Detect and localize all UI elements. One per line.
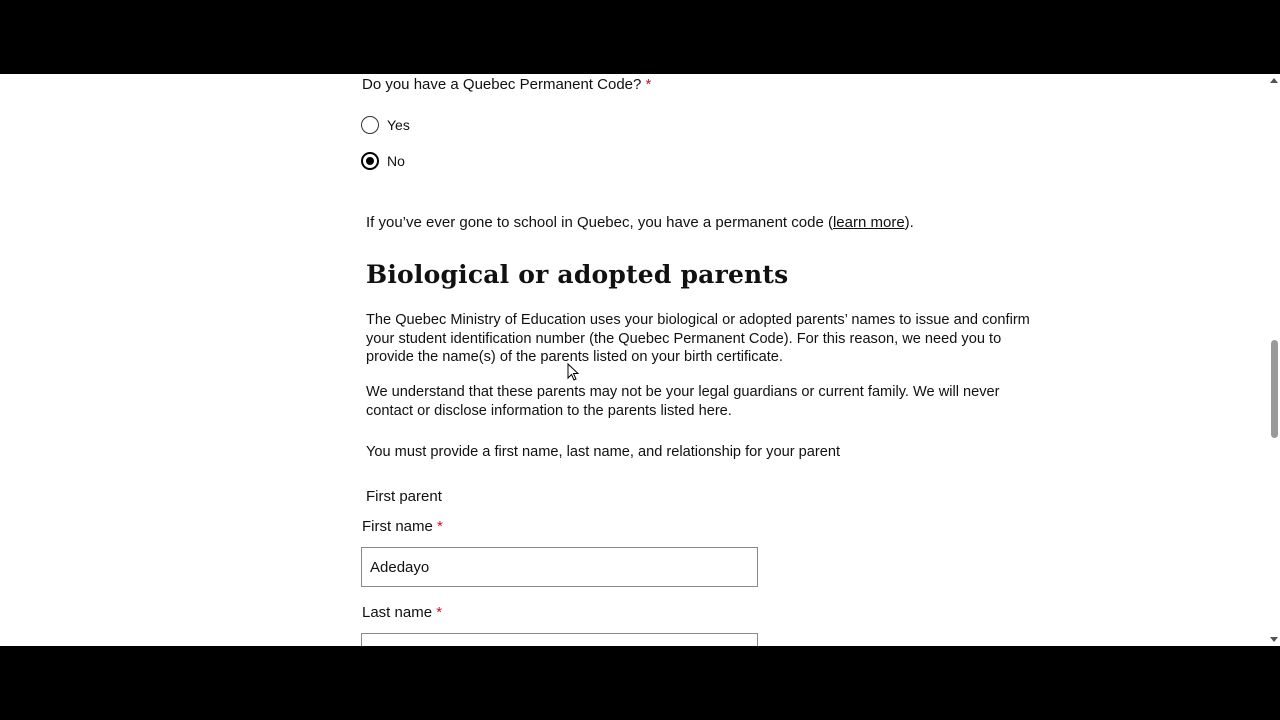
required-asterisk: * — [645, 76, 652, 93]
scroll-down-arrow-icon[interactable] — [1270, 637, 1278, 642]
learn-more-link[interactable]: learn more — [832, 214, 905, 231]
page-viewport — [0, 74, 1280, 646]
permanent-code-question-text: Do you have a Quebec Permanent Code? — [362, 76, 642, 93]
form-content — [0, 74, 1268, 646]
parent-requirement-note: You must provide a first name, last name, and relationship for your parent — [366, 444, 841, 460]
radio-button-no-selected[interactable] — [361, 152, 379, 170]
hint-text-after: ). — [904, 214, 914, 231]
first-name-input[interactable] — [361, 547, 758, 587]
required-asterisk: * — [436, 604, 443, 621]
radio-label-no: No — [387, 153, 405, 169]
permanent-code-hint — [366, 214, 914, 231]
scroll-up-arrow-icon[interactable] — [1270, 78, 1278, 83]
hint-text-before: If you’ve ever gone to school in Quebec, you have a permanent code ( — [366, 214, 833, 231]
first-name-label — [362, 518, 443, 535]
required-asterisk: * — [437, 518, 443, 535]
parents-explanation-paragraph: The Quebec Ministry of Education uses your biological or adopted parents’ names to issue and confirm your student identification number (the Quebec Permanent Code). For this reason, we need you to provide the name(s) of the parents listed on your birth certificate. — [366, 312, 1030, 365]
scrollbar-thumb[interactable] — [1271, 340, 1278, 438]
parents-privacy-paragraph: We understand that these parents may not be your legal guardians or current family. We will never contact or disclose information to the parents listed here. — [366, 384, 1000, 419]
mouse-pointer-icon — [567, 363, 579, 381]
radio-option-no[interactable] — [361, 152, 405, 170]
last-name-input[interactable] — [361, 633, 758, 646]
radio-label-yes: Yes — [387, 117, 410, 133]
first-parent-heading: First parent — [366, 488, 442, 505]
radio-option-yes[interactable] — [361, 116, 410, 134]
last-name-label-text: Last name — [362, 604, 433, 621]
first-name-label-text: First name — [362, 518, 433, 535]
permanent-code-question — [362, 76, 651, 93]
last-name-label — [362, 604, 442, 621]
section-title: Biological or adopted parents — [366, 260, 789, 289]
vertical-scrollbar[interactable] — [1268, 74, 1280, 646]
radio-button-yes[interactable] — [361, 116, 379, 134]
